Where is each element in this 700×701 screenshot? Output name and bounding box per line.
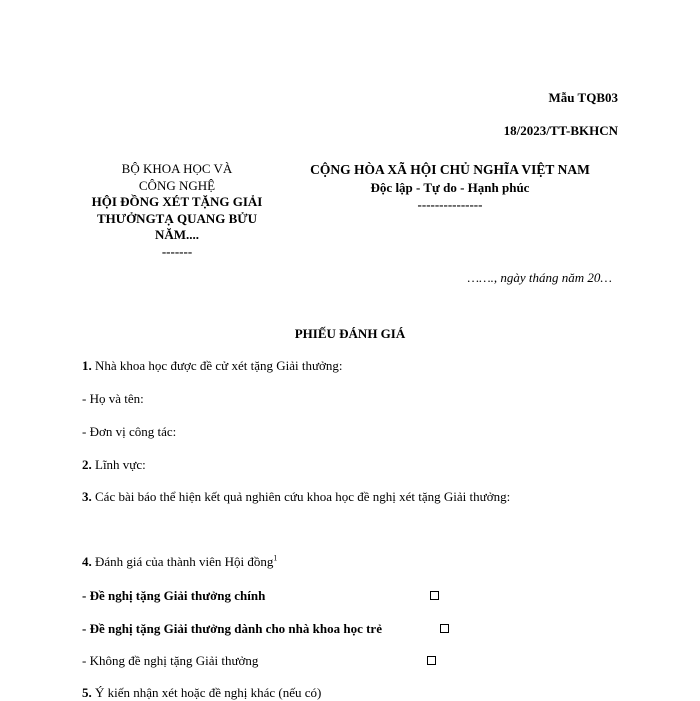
section-2-text: Lĩnh vực:: [91, 457, 146, 472]
nation-name: CỘNG HÒA XÃ HỘI CHỦ NGHĨA VIỆT NAM: [310, 162, 590, 177]
form-code: Mẫu TQB03: [548, 90, 618, 105]
motto-separator: ---------------: [417, 197, 483, 212]
section-3-text: Các bài báo thể hiện kết quả nghiên cứu khoa học đề nghị xét tặng Giải thưởng:: [91, 489, 511, 504]
section-1-number: 1.: [82, 358, 92, 373]
circular-reference: 18/2023/TT-BKHCN: [503, 123, 618, 138]
section-2-number: 2.: [82, 457, 92, 472]
national-motto: Độc lập - Tự do - Hạnh phúc: [370, 179, 530, 195]
council-line-3: NĂM....: [154, 227, 200, 242]
name-field-label: - Họ và tên:: [82, 391, 144, 406]
section-3: [82, 489, 510, 505]
option-no-award-label: - Không đề nghị tặng Giải thưởng: [82, 653, 259, 668]
council-line-2: THƯỞNGTẠ QUANG BỬU: [96, 210, 258, 226]
council-line-1: HỘI ĐỒNG XÉT TẶNG GIẢI: [91, 194, 263, 209]
section-4: [82, 554, 277, 570]
section-1: [82, 358, 343, 374]
ministry-line-1: BỘ KHOA HỌC VÀ: [121, 161, 233, 176]
option-young-scientist-award-label: - Đề nghị tặng Giải thưởng dành cho nhà khoa học trẻ: [82, 621, 382, 636]
council-separator: -------: [161, 243, 193, 259]
option-main-award-checkbox[interactable]: [430, 591, 439, 600]
section-1-text: Nhà khoa học được đề cử xét tặng Giải thưởng:: [91, 358, 343, 373]
option-young-scientist-award-checkbox[interactable]: [440, 624, 449, 633]
national-header-block: [290, 161, 610, 214]
section-4-text: Đánh giá của thành viên Hội đồng: [91, 554, 274, 569]
section-2: [82, 457, 146, 473]
ministry-line-2: CÔNG NGHỆ: [138, 177, 216, 193]
section-5-text: Ý kiến nhận xét hoặc đề nghị khác (nếu có): [91, 685, 322, 700]
option-main-award-label: - Đề nghị tặng Giải thưởng chính: [82, 588, 266, 603]
option-no-award-checkbox[interactable]: [427, 656, 436, 665]
section-5: [82, 685, 321, 701]
section-4-footnote-marker: 1: [273, 553, 278, 563]
work-unit-field-label: - Đơn vị công tác:: [82, 424, 177, 439]
issuing-authority-block: [68, 161, 286, 260]
section-5-number: 5.: [82, 685, 92, 700]
section-4-number: 4.: [82, 554, 92, 569]
section-3-number: 3.: [82, 489, 92, 504]
document-title: PHIẾU ĐÁNH GIÁ: [294, 326, 406, 341]
date-line: ……., ngày tháng năm 20…: [467, 270, 612, 285]
